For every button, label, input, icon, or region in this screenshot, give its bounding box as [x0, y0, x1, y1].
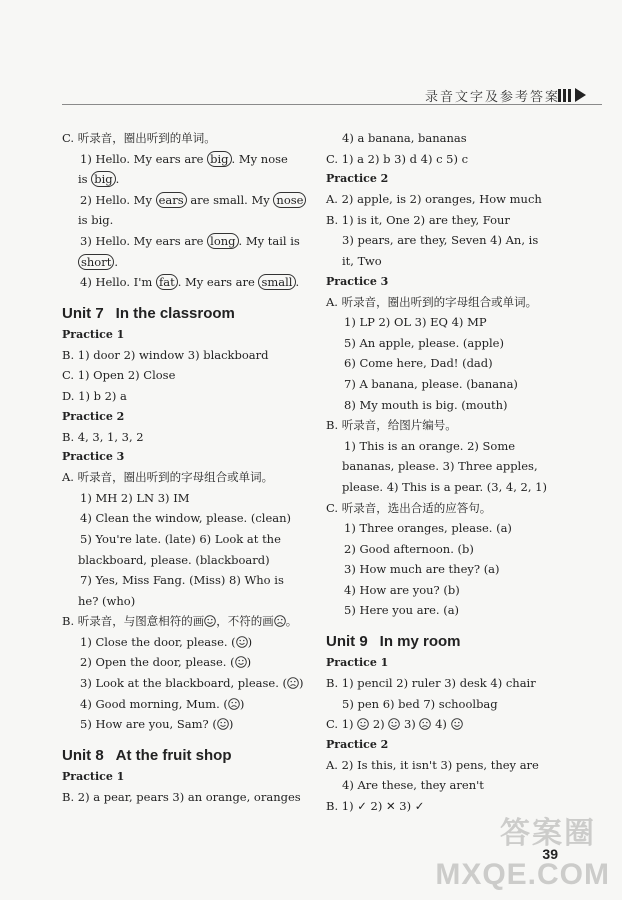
answer-line: it, Two — [342, 253, 382, 268]
unit-number: Unit 9 — [326, 633, 368, 651]
unit-title: In my room — [379, 633, 461, 651]
text-span: ) — [228, 717, 234, 732]
sad-face-icon — [228, 697, 240, 711]
text-span: . My nose — [231, 151, 288, 166]
circled-word: nose — [273, 192, 306, 208]
answer-line: 4) a banana, bananas — [342, 131, 467, 145]
answer-line: 5) You're late. (late) 6) Look at the — [80, 531, 281, 546]
answer-line: A. 2) Is this, it isn't 3) pens, they are — [326, 757, 539, 772]
practice-heading: Practice 2 — [326, 172, 389, 186]
answer-line: A. 2) apple, is 2) oranges, How much — [326, 192, 542, 207]
answer-line — [62, 190, 304, 211]
answer-line: blackboard, please. (blackboard) — [78, 552, 270, 567]
text-span: 3) Look at the blackboard, please. ( — [80, 676, 288, 691]
answer-line: bananas, please. 3) Three apples, — [342, 459, 538, 474]
answer-line: 4) How are you? (b) — [344, 582, 460, 597]
text-span: 。 — [285, 614, 298, 629]
answer-line: 7) Yes, Miss Fang. (Miss) 8) Who is — [80, 573, 284, 588]
answer-line: A. 听录音，圈出听到的字母组合或单词。 — [62, 470, 274, 485]
text-span: 3) — [400, 717, 420, 732]
text-span: . — [295, 275, 300, 290]
practice-heading: Practice 1 — [62, 327, 125, 341]
unit-heading — [62, 745, 298, 767]
text-span: 2) — [369, 717, 389, 732]
circled-word: long — [207, 233, 238, 249]
answer-line: 3) pears, are they, Seven 4) An, is — [342, 233, 539, 248]
answer-line: A. 听录音，圈出听到的字母组合或单词。 — [326, 294, 538, 309]
text-span: B. 听录音，与图意相符的画 — [62, 614, 205, 629]
text-span: 3) Hello. My ears are — [80, 233, 208, 248]
answer-line: 4) Clean the window, please. (clean) — [80, 511, 292, 526]
practice-heading: Practice 3 — [326, 274, 389, 288]
header-title: 录音文字及参考答案 — [424, 90, 560, 105]
answer-line: B. 1) ✓ 2) ✕ 3) ✓ — [326, 799, 425, 814]
text-span: ) — [246, 655, 252, 670]
answer-line — [62, 652, 298, 673]
right-column — [326, 128, 572, 817]
text-span: are small. My — [186, 192, 274, 207]
answer-line: please. 4) This is a pear. (3, 4, 2, 1) — [342, 479, 547, 494]
answer-line — [62, 611, 298, 632]
answer-line — [62, 231, 298, 252]
practice-heading: Practice 2 — [62, 409, 125, 423]
answer-line — [62, 694, 298, 715]
answer-line: 1) Three oranges, please. (a) — [344, 521, 512, 536]
answer-line: 2) Good afternoon. (b) — [344, 541, 474, 556]
watermark-domain: MXQE.COM — [435, 858, 610, 891]
answer-line: B. 1) pencil 2) ruler 3) desk 4) chair — [326, 676, 536, 691]
circled-word: ears — [156, 192, 187, 208]
answer-line: C. 听录音，选出合适的应答句。 — [326, 500, 492, 515]
watermark-text: 答案圈 — [500, 817, 596, 850]
circled-word: fat — [156, 274, 178, 290]
smiley-face-icon — [451, 717, 463, 731]
answer-line: C. 听录音，圈出听到的单词。 — [62, 131, 216, 145]
answer-line — [62, 169, 298, 190]
text-span: ) — [299, 676, 304, 691]
smiley-face-icon — [388, 717, 400, 731]
text-span: 5) How are you, Sam? ( — [80, 717, 217, 732]
answer-line: 5) pen 6) bed 7) schoolbag — [342, 696, 498, 711]
page-number: 39 — [542, 846, 558, 862]
text-span: 2) Open the door, please. ( — [80, 655, 235, 670]
circled-word: small — [258, 274, 295, 290]
answer-line — [62, 272, 298, 293]
answer-line: 5) Here you are. (a) — [344, 603, 460, 618]
text-span: . — [115, 172, 120, 187]
text-span: . My tail is — [238, 233, 300, 248]
answer-line: 4) Are these, they aren't — [342, 778, 484, 793]
text-span: 1) Hello. My ears are — [80, 151, 208, 166]
smiley-face-icon — [217, 717, 229, 731]
unit-number: Unit 7 — [62, 304, 104, 322]
text-span: 2) Hello. My — [80, 192, 156, 207]
text-span: ，不符的画 — [216, 614, 274, 629]
smiley-face-icon — [236, 635, 248, 649]
text-span: is big. — [78, 213, 114, 228]
practice-heading: Practice 3 — [62, 450, 125, 464]
answer-line: D. 1) b 2) a — [62, 388, 127, 403]
text-span: 4) Good morning, Mum. ( — [80, 696, 228, 711]
smiley-face-icon — [235, 655, 247, 669]
practice-heading: Practice 1 — [326, 656, 389, 670]
answer-line: B. 1) is it, One 2) are they, Four — [326, 212, 510, 227]
answer-line: 3) How much are they? (a) — [344, 562, 500, 577]
text-span: 4) — [431, 717, 451, 732]
answer-line — [62, 252, 298, 273]
answer-line: 5) An apple, please. (apple) — [344, 335, 504, 350]
answer-line — [62, 714, 298, 735]
answer-line: B. 听录音，给图片编号。 — [326, 418, 457, 433]
text-span: is — [78, 172, 92, 187]
answer-line — [62, 210, 298, 231]
sad-face-icon — [419, 717, 431, 731]
unit-number: Unit 8 — [62, 746, 104, 764]
text-span: 4) Hello. I'm — [80, 275, 156, 290]
answer-line — [62, 673, 304, 694]
answer-line — [62, 149, 298, 170]
answer-line — [326, 714, 572, 735]
text-span: ) — [239, 696, 245, 711]
answer-line: 6) Come here, Dad! (dad) — [344, 356, 493, 371]
unit-heading — [326, 631, 572, 653]
answer-line: C. 1) a 2) b 3) d 4) c 5) c — [326, 151, 469, 166]
header-arrow-icon — [558, 88, 586, 102]
practice-heading: Practice 2 — [326, 737, 389, 751]
left-column — [62, 128, 304, 807]
answer-line: he? (who) — [78, 593, 136, 608]
header-rule — [62, 104, 602, 105]
text-span: 1) Close the door, please. ( — [80, 634, 236, 649]
answer-line: B. 4, 3, 1, 3, 2 — [62, 429, 144, 444]
answer-line: 1) This is an orange. 2) Some — [344, 438, 516, 453]
answer-line: 8) My mouth is big. (mouth) — [344, 397, 508, 412]
sad-face-icon — [274, 614, 286, 628]
smiley-face-icon — [204, 614, 216, 628]
unit-title: In the classroom — [115, 304, 235, 322]
answer-line: C. 1) Open 2) Close — [62, 368, 176, 383]
answer-line: B. 2) a pear, pears 3) an orange, oranges — [62, 789, 301, 804]
text-span: . My ears are — [177, 275, 259, 290]
answer-line: B. 1) door 2) window 3) blackboard — [62, 347, 269, 362]
unit-title: At the fruit shop — [115, 746, 232, 764]
practice-heading: Practice 1 — [62, 769, 125, 783]
watermark-logo — [402, 808, 614, 892]
circled-word: big — [207, 151, 231, 167]
answer-line: 1) MH 2) LN 3) IM — [80, 490, 190, 505]
smiley-face-icon — [357, 717, 369, 731]
text-span: C. 1) — [326, 717, 358, 732]
sad-face-icon — [287, 676, 299, 690]
circled-word: short — [78, 254, 114, 270]
text-span: . — [114, 254, 119, 269]
answer-line: 7) A banana, please. (banana) — [344, 376, 518, 391]
answer-line: 1) LP 2) OL 3) EQ 4) MP — [344, 315, 487, 330]
text-span: ) — [247, 634, 253, 649]
circled-word: big — [91, 171, 115, 187]
unit-heading — [62, 303, 298, 325]
answer-line — [62, 632, 298, 653]
